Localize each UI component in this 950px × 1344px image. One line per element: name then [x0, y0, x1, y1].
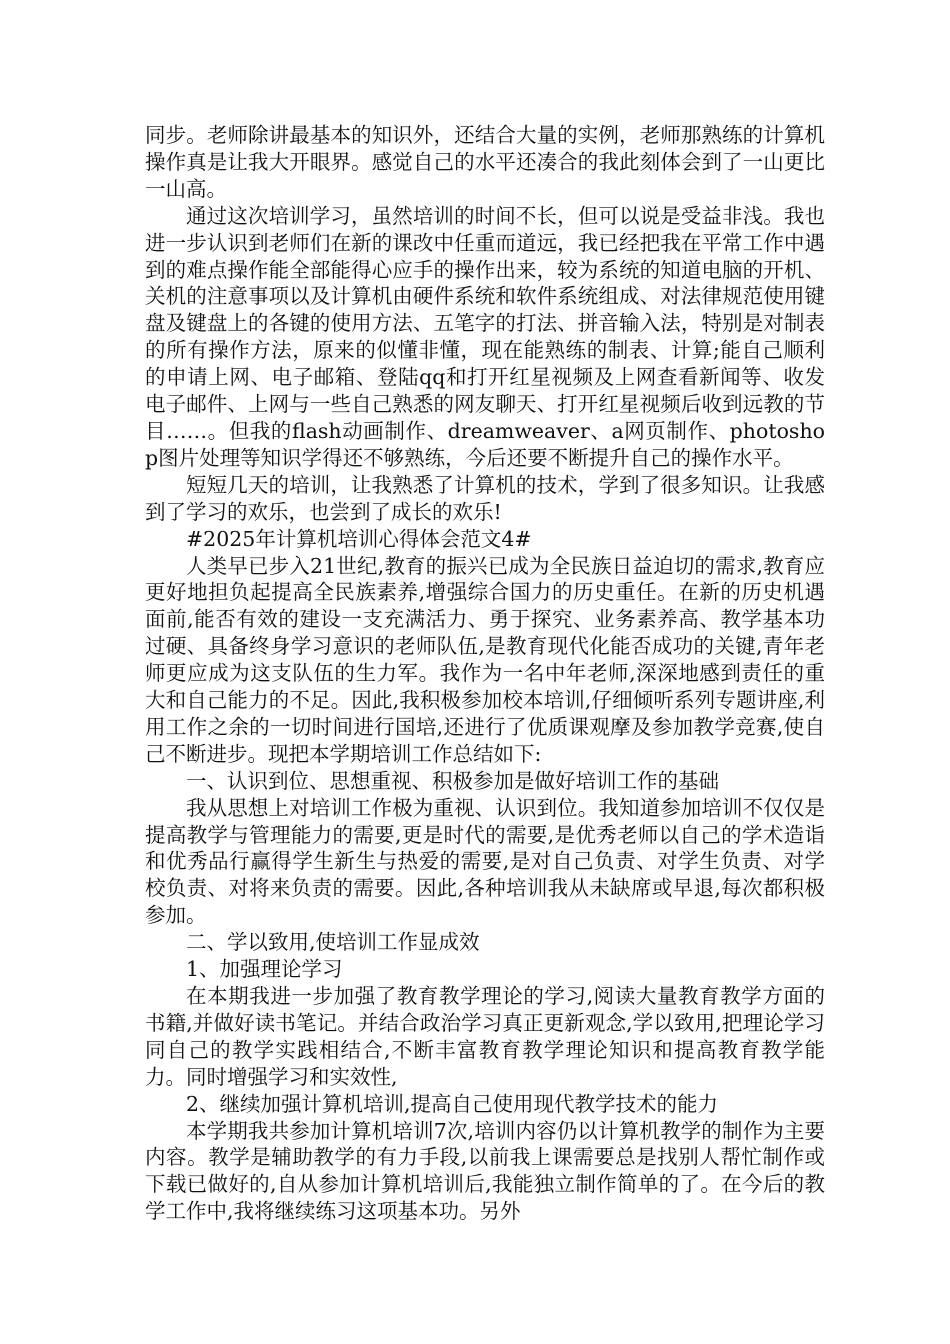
section-heading-sample-4: #2025年计算机培训心得体会范文4#	[186, 526, 532, 551]
paragraph-conclusion: 短短几天的培训，让我熟悉了计算机的技术，学到了很多知识。让我感到了学习的欢乐，也尝到了成长的欢乐!	[145, 472, 825, 524]
subheading-part-two: 二、学以致用,使培训工作显成效	[186, 930, 480, 955]
subheading-computer-training: 2、继续加强计算机培训,提高自己使用现代教学技术的能力	[186, 1091, 719, 1116]
subheading-theory-study: 1、加强理论学习	[186, 957, 343, 982]
subheading-part-one: 一、认识到位、思想重视、积极参加是做好培训工作的基础	[186, 768, 719, 793]
paragraph-education-context: 人类早已步入21世纪,教育的振兴已成为全民族日益迫切的需求,教育应更好地担负起提高全民族素养,增强综合国力的历史重任。在新的历史机遇面前,能否有效的建设一支充满活力、勇于探究、业务素养高、教学基本功过硬、具备终身学习意识的老师队伍,是教育现代化能否成功的关键,青年老师更应成为这支队伍的生力军。我作为一名中年老师,深深地感到责任的重大和自己能力的不足。因此,我积极参加校本培训,仔细倾听系列专题讲座,利用工作之余的一切时间进行国培,还进行了优质课观摩及参加教学竞赛,使自己不断进步。现把本学期培训工作总结如下:	[145, 553, 825, 766]
paragraph-intro: 同步。老师除讲最基本的知识外，还结合大量的实例，老师那熟练的计算机操作真是让我大开眼界。感觉自己的水平还凑合的我此刻体会到了一山更比一山高。	[145, 123, 825, 201]
paragraph-theory-study: 在本期我进一步加强了教育教学理论的学习,阅读大量教育教学方面的书籍,并做好读书笔记。并结合政治学习真正更新观念,学以致用,把理论学习同自己的教学实践相结合,不断丰富教育教学理论知识和提高教育教学能力。同时增强学习和实效性,	[145, 984, 825, 1089]
paragraph-attitude: 我从思想上对培训工作极为重视、认识到位。我知道参加培训不仅仅是提高教学与管理能力的需要,更是时代的需要,是优秀老师以自己的学术造诣和优秀品行赢得学生新生与热爱的需要,是对自己负责、对学生负责、对学校负责、对将来负责的需要。因此,各种培训我从未缺席或早退,每次都积极参加。	[145, 795, 825, 928]
paragraph-training-summary: 通过这次培训学习，虽然培训的时间不长，但可以说是受益非浅。我也进一步认识到老师们在新的课改中任重而道远，我已经把我在平常工作中遇到的难点操作能全部能得心应手的操作出来，较为系统的知道电脑的开机、关机的注意事项以及计算机由硬件系统和软件系统组成、对法律规范使用键盘及键盘上的各键的使用方法、五笔字的打法、拼音输入法，特别是对制表的所有操作方法，原来的似懂非懂，现在能熟练的制表、计算;能自己顺利的申请上网、电子邮箱、登陆qq和打开红星视频及上网查看新闻等、收发电子邮件、上网与一些自己熟悉的网友聊天、打开红星视频后收到远教的节目……。但我的flash动画制作、dreamweaver、a网页制作、photoshop图片处理等知识学得还不够熟练，今后还要不断提升自己的操作水平。	[145, 203, 825, 470]
document-page	[145, 122, 825, 1225]
paragraph-computer-training: 本学期我共参加计算机培训7次,培训内容仍以计算机教学的制作为主要内容。教学是辅助教学的有力手段,以前我上课需要总是找别人帮忙制作或下载已做好的,自从参加计算机培训后,我能独立制作简单的了。在今后的教学工作中,我将继续练习这项基本功。另外	[145, 1118, 825, 1224]
